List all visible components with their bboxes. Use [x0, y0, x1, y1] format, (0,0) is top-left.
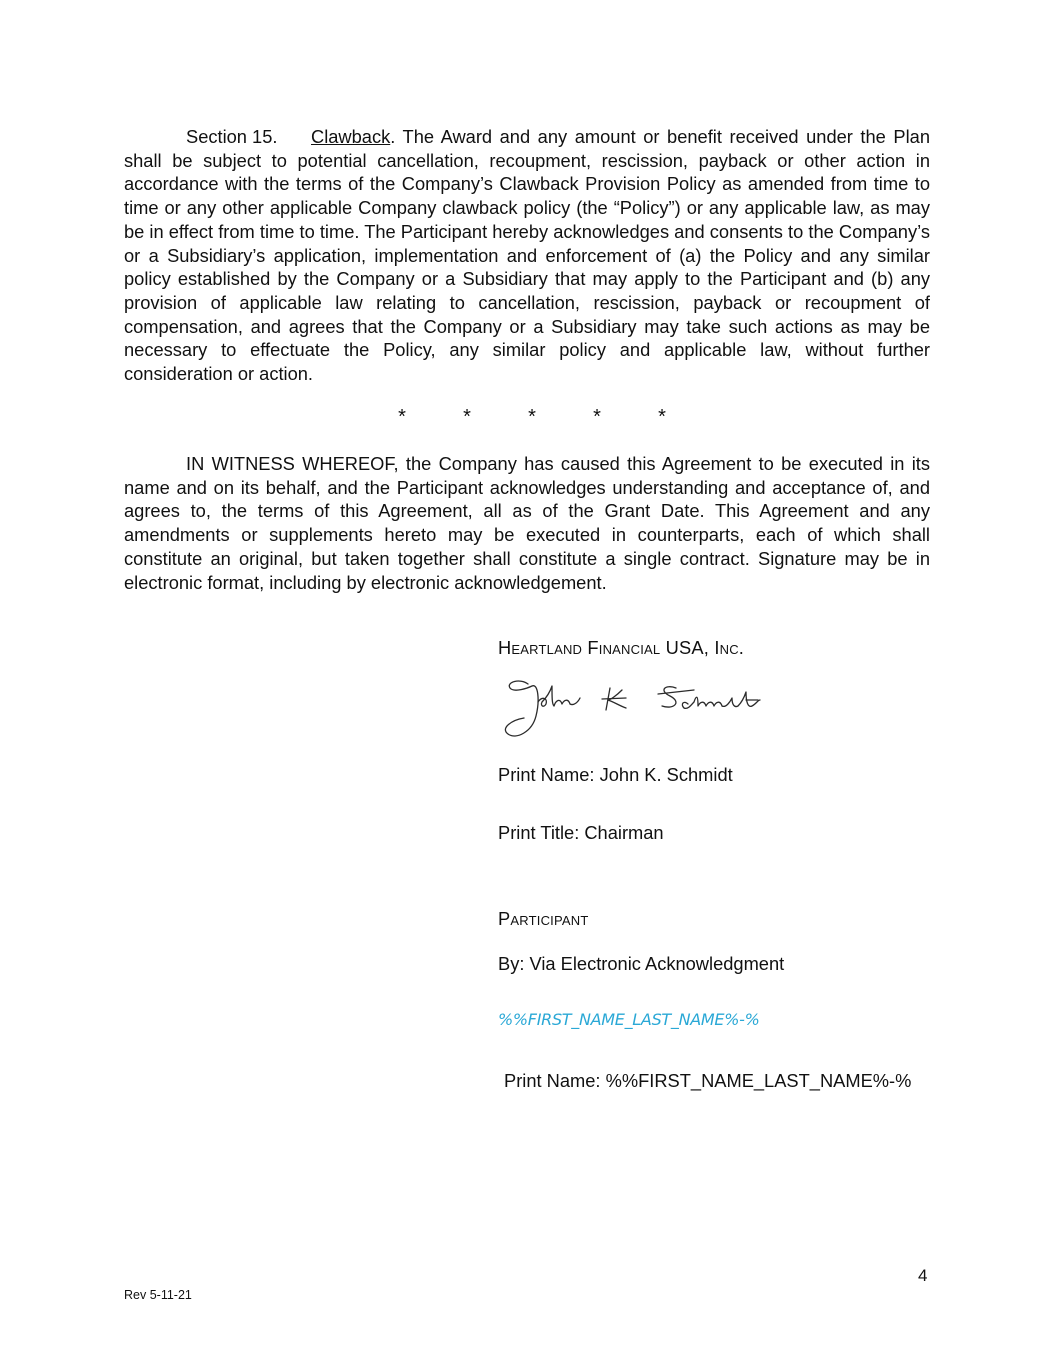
section-15-paragraph	[124, 125, 930, 386]
witness-paragraph	[124, 452, 930, 594]
company-name: Heartland Financial USA, Inc.	[498, 637, 745, 658]
revision-label: Rev 5-11-21	[124, 1288, 192, 1302]
company-print-title: Print Title: Chairman	[498, 822, 664, 843]
participant-e-signature: %%FIRST_NAME_LAST_NAME%-%	[498, 1010, 760, 1029]
participant-by-line: By: Via Electronic Acknowledgment	[498, 953, 785, 974]
company-signature	[498, 672, 768, 744]
separator-star: *	[528, 406, 536, 428]
witness-body: IN WITNESS WHEREOF, the Company has caused this Agreement to be executed in its name and on its behalf, and the Participant acknowledges understanding and acceptance of, and agrees to, the terms of this Agreement, all as of the Grant Date. This Agreement and any amendments or supplements hereto may be executed in counterparts, each of which shall constitute an original, but taken together shall constitute a single contract. Signature may be in electronic format, including by electronic acknowledgement.	[124, 453, 930, 593]
section-separator	[392, 405, 672, 429]
section-number: Section 15.	[186, 126, 278, 147]
separator-star: *	[463, 406, 471, 428]
participant-print-name: Print Name: %%FIRST_NAME_LAST_NAME%-%	[504, 1070, 912, 1091]
page-number: 4	[918, 1266, 928, 1285]
section-body: . The Award and any amount or benefit received under the Plan shall be subject to potential cancellation, recoupment, rescission, payback or other action in accordance with the terms of the Company’s Clawback Provision Policy as amended from time to time or any other applicable Company clawback policy (the “Policy”) or any applicable law, as may be in effect from time to time. The Participant hereby acknowledges and consents to the Company’s or a Subsidiary’s application, implementation and enforcement of (a) the Policy and any similar policy established by the Company or a Subsidiary that may apply to the Participant and (b) any provision of applicable law relating to cancellation, rescission, payback or recoupment of compensation, and agrees that the Company or a Subsidiary may take such actions as may be necessary to effectuate the Policy, any similar policy and applicable law, without further consideration or action.	[124, 126, 930, 385]
section-heading: Clawback	[311, 126, 391, 147]
participant-label: Participant	[498, 908, 589, 929]
company-print-name: Print Name: John K. Schmidt	[498, 764, 733, 785]
separator-star: *	[658, 406, 666, 428]
separator-star: *	[398, 406, 406, 428]
separator-star: *	[593, 406, 601, 428]
